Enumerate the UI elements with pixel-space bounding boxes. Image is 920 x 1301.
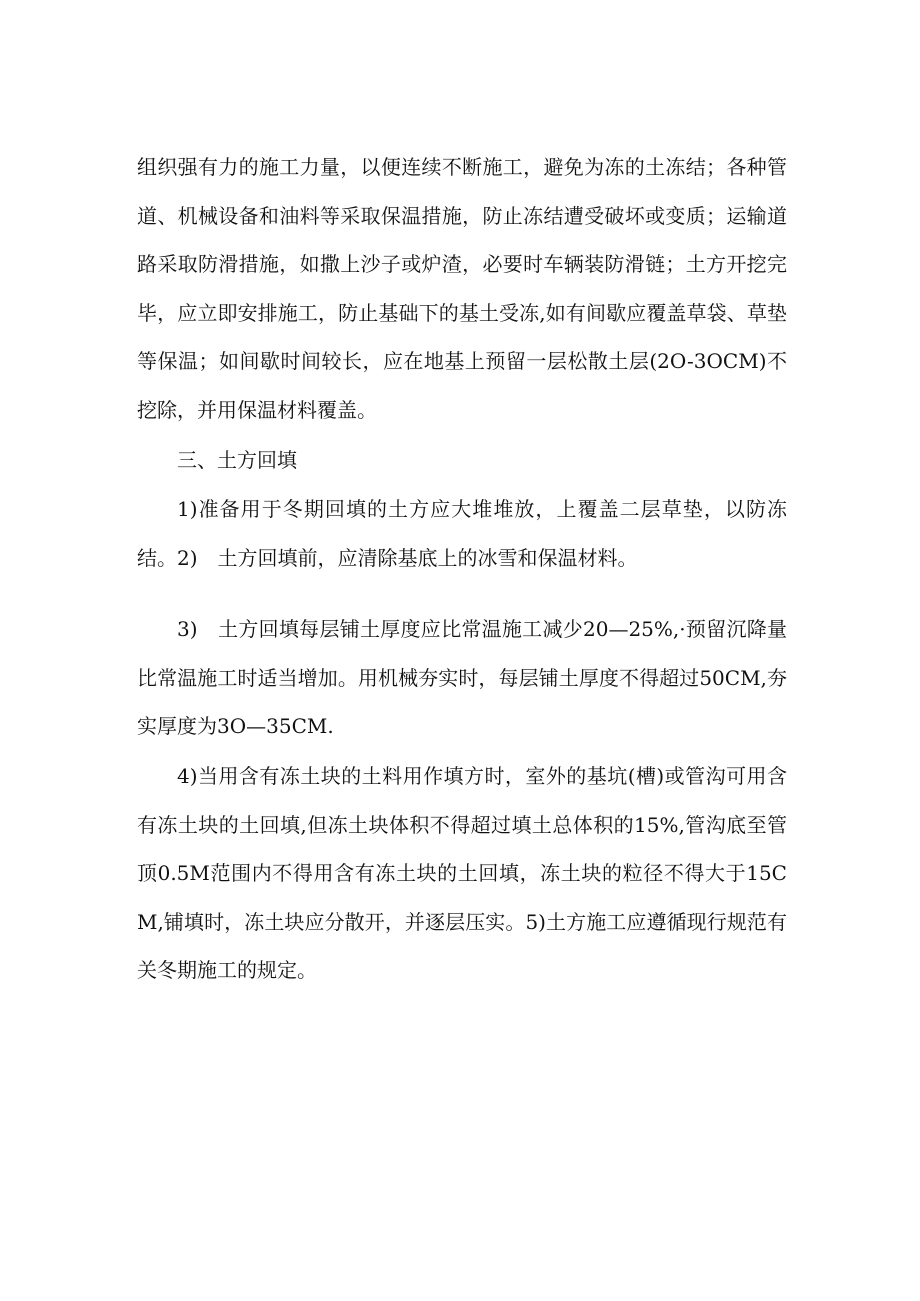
list-item-3: 3) 土方回填每层铺土厚度应比常温施工减少20—25%,·预留沉降量比常温施工时适当增加。用机械夯实时，每层铺土厚度不得超过50CM,夯实厚度为3O—35CM. — [137, 617, 787, 738]
list-item-2: 2) 土方回填前，应清除基底上的冰雪和保温材料。 — [177, 546, 638, 570]
list-item-4-5: 4)当用含有冻土块的土料用作填方时，室外的基坑(槽)或管沟可用含有冻土块的土回填,但冻土块体积不得超过填土总体积的15%,管沟底至管顶0.5M范围内不得用含有冻土块的土回填，冻土块的粒径不得大于15CM,铺填时，冻土块应分散开，并逐层压实。5)土方施工应遵循现行规范有关冬期施工的规定。 — [137, 764, 787, 982]
paragraph-winter-excavation: 组织强有力的施工力量，以便连续不断施工，避免为冻的土冻结；各种管道、机械设备和油料等采取保温措施，防止冻结遭受破坏或变质；运输道路采取防滑措施，如撒上沙子或炉渣，必要时车辆装防滑链；土方开挖完毕，应立即安排施工，防止基础下的基土受冻,如有间歇应覆盖草袋、草垫等保温；如间歇时间较长，应在地基上预留一层松散土层(2O-3OCM)不挖除，并用保温材料覆盖。 — [137, 155, 787, 422]
list-item-1: 1)准备用于冬期回填的土方应大堆堆放，上覆盖二层草垫，以防冻结。 — [137, 497, 787, 570]
section-heading-backfill: 三、土方回填 — [177, 448, 297, 472]
